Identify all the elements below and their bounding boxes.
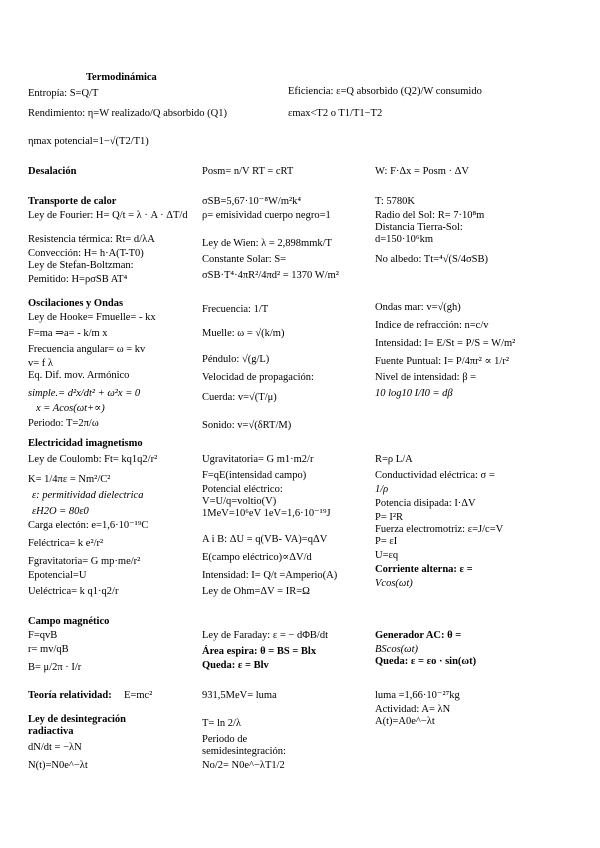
intensity-level-label: Nivel de intensidad: β = bbox=[375, 372, 477, 383]
posm-formula: Posm= n/V RT = cRT bbox=[202, 166, 294, 177]
refraction-index: Indice de refracción: n=c/v bbox=[375, 320, 489, 331]
conductivity-label: Conductividad eléctrica: σ = bbox=[375, 470, 495, 481]
queda-sin: Queda: ε = εo · sin(ωt) bbox=[375, 656, 477, 667]
emissivity-text: ρ= emisividad cuerpo negro=1 bbox=[202, 210, 331, 221]
period-formula: Periodo: T=2π/ω bbox=[28, 418, 99, 429]
ac-generator-label: Generador AC: θ = bbox=[375, 630, 462, 641]
emax-formula: εmax<T2 o T1/T1−T2 bbox=[288, 108, 383, 119]
sea-waves-formula: Ondas mar: v=√(gh) bbox=[375, 302, 461, 313]
section-title-decay: Ley de desintegración radiactiva bbox=[28, 714, 126, 737]
conductivity-eq: 1/ρ bbox=[375, 484, 389, 495]
section-title-elec: Electricidad imagnetismo bbox=[28, 438, 143, 449]
activity-time: A(t)=A0e^−λt bbox=[375, 716, 435, 727]
half-life-formula: T= ln 2/λ bbox=[202, 718, 242, 729]
period-label: Periodo de bbox=[202, 734, 248, 745]
coulomb-law: Ley de Coulomb: Ft= kq1q2/r² bbox=[28, 454, 158, 465]
activity-formula: Actividad: A= λN bbox=[375, 704, 451, 715]
harmonic-eq-label: Eq. Dif. mov. Armónico bbox=[28, 370, 130, 381]
voltage-formula: V=U/q=voltio(V) bbox=[202, 496, 277, 507]
section-title-osc: Oscilaciones y Ondas bbox=[28, 298, 124, 309]
solar-constant-value: σSB·T⁴·4πR²/4πd² = 1370 W/m² bbox=[202, 270, 339, 281]
harmonic-solution: x = Acos(ωt+∝) bbox=[36, 403, 105, 414]
section-title-mag: Campo magnético bbox=[28, 616, 110, 627]
wien-law: Ley de Wien: λ = 2,898mmk/T bbox=[202, 238, 332, 249]
potential-energy: Epotencial=U bbox=[28, 570, 87, 581]
point-source-formula: Fuente Puntual: I= P/4πr² ∝ 1/r² bbox=[375, 356, 509, 367]
no-albedo-formula: No albedo: Tt=⁴√(S/4σSB) bbox=[375, 254, 488, 265]
etamax-formula: ηmax potencial=1−√(T2/T1) bbox=[28, 136, 149, 147]
string-velocity: Cuerda: v=√(T/μ) bbox=[202, 392, 277, 403]
sound-velocity: Sonido: v=√(δRT/M) bbox=[202, 420, 292, 431]
half-life-label: semidesintegración: bbox=[202, 746, 286, 757]
alternating-current-label: Corriente alterna: ε = bbox=[375, 564, 473, 575]
convection-formula: Convección: H= h·A(T-T0) bbox=[28, 248, 144, 259]
lorentz-force: F=qvB bbox=[28, 630, 58, 641]
current-formula: Intensidad: I= Q/t =Amperio(A) bbox=[202, 570, 338, 581]
power-ei: P= εI bbox=[375, 536, 398, 547]
spring-formula: Muelle: ω = √(k/m) bbox=[202, 328, 285, 339]
section-title-desal: Desalación bbox=[28, 166, 77, 177]
dissipated-power: Potencia disipada: I·ΔV bbox=[375, 498, 476, 509]
section-title-heat: Transporte de calor bbox=[28, 196, 117, 207]
emc2-formula: E=mc² bbox=[124, 690, 153, 701]
sigma-constant: σSB=5,67·10⁻⁸W/m²k⁴ bbox=[202, 196, 302, 207]
harmonic-eq: simple.= d²x/dt² + ω²x = 0 bbox=[28, 388, 141, 399]
wave-velocity: v= f λ bbox=[28, 358, 54, 369]
gravitational-energy: Ugravitatoria= G m1·m2/r bbox=[202, 454, 314, 465]
intensity-level-eq: 10 log10 I/I0 = dβ bbox=[375, 388, 453, 399]
electric-field: E(campo eléctrico)∝ΔV/d bbox=[202, 552, 312, 563]
half-life-eq: No/2= N0e^−λT1/2 bbox=[202, 760, 285, 771]
mev-conversion: 1MeV=10⁶eV 1eV=1,6·10⁻¹⁹J bbox=[202, 508, 331, 519]
radius-formula: r= mv/qB bbox=[28, 644, 69, 655]
gravitational-force: Fgravitatoria= G mp·me/r² bbox=[28, 556, 141, 567]
water-permittivity: εH2O = 80ε0 bbox=[32, 506, 89, 517]
energy-eq: U=εq bbox=[375, 550, 399, 561]
ac-generator-eq: BScos(ωt) bbox=[375, 644, 418, 655]
loop-area: Área espira: θ = BS = Blx bbox=[202, 646, 317, 657]
thermal-resistance: Resistencia térmica: Rt= d/λA bbox=[28, 234, 155, 245]
faraday-law: Ley de Faraday: ε = − dΦB/dt bbox=[202, 630, 328, 641]
electric-potential-label: Potencial eléctrico: bbox=[202, 484, 283, 495]
queda-blv: Queda: ε = Blv bbox=[202, 660, 269, 671]
solar-constant-label: Constante Solar: S= bbox=[202, 254, 287, 265]
angular-frequency: Frecuencia angular= ω = kv bbox=[28, 344, 146, 355]
alternating-current-eq: Vcos(ωt) bbox=[375, 578, 413, 589]
work-formula: W: F·Δx = Posm · ΔV bbox=[375, 166, 469, 177]
intensity-formula: Intensidad: I= E/St = P/S = W/m² bbox=[375, 338, 516, 349]
section-title-relat: Teoría relatividad: bbox=[28, 690, 112, 701]
earth-sun-distance: Distancia Tierra-Sol: d=150·10⁶km bbox=[375, 222, 463, 245]
pendulum-formula: Péndulo: √(g/L) bbox=[202, 354, 270, 365]
decay-law: N(t)=N0e^−λt bbox=[28, 760, 88, 771]
potential-difference: A i B: ΔU = q(VB- VA)=qΔV bbox=[202, 534, 328, 545]
sun-radius: Radio del Sol: R= 7·10⁸m bbox=[375, 210, 485, 221]
hooke-law: Ley de Hooke= Fmuelle= - kx bbox=[28, 312, 156, 323]
propagation-velocity: Velocidad de propagación: bbox=[202, 372, 314, 383]
electric-energy: Ueléctrica= k q1·q2/r bbox=[28, 586, 119, 597]
rendimiento-formula: Rendimiento: η=W realizado/Q absorbido (Q1) bbox=[28, 108, 228, 119]
decay-rate: dN/dt = −λN bbox=[28, 742, 82, 753]
uma-kg: luma =1,66·10⁻²⁷kg bbox=[375, 690, 460, 701]
pemit-formula: Pemitido: H=ρσSB AT⁴ bbox=[28, 274, 128, 285]
electric-force: Feléctrica= k e²/r² bbox=[28, 538, 104, 549]
fma-formula: F=ma ⇒a= - k/m x bbox=[28, 328, 108, 339]
sun-temperature: T: 5780K bbox=[375, 196, 416, 207]
mev-uma: 931,5MeV= luma bbox=[202, 690, 277, 701]
entropy-formula: Entropía: S=Q/T bbox=[28, 88, 99, 99]
efficiency-formula: Eficiencia: ε=Q absorbido (Q2)/W consumido bbox=[288, 86, 482, 97]
permittivity-label: ε: permitividad dielectrica bbox=[32, 490, 144, 501]
fourier-formula: Ley de Fourier: H= Q/t = λ · A · ΔT/d bbox=[28, 210, 188, 221]
resistance-formula: R=ρ L/A bbox=[375, 454, 413, 465]
ohm-law: Ley de Ohm=ΔV = IR=Ω bbox=[202, 586, 310, 597]
magnetic-field-formula: B= μ/2π · I/r bbox=[28, 662, 82, 673]
emf-formula: Fuerza electromotriz: ε=J/c=V bbox=[375, 524, 504, 535]
section-title-thermo: Termodinámica bbox=[86, 72, 157, 83]
power-i2r: P= I²R bbox=[375, 512, 404, 523]
electron-charge: Carga electón: e=1,6·10⁻¹⁹C bbox=[28, 520, 149, 531]
k-constant: K= 1/4πε = Nm²/C² bbox=[28, 474, 111, 485]
frequency-formula: Frecuencia: 1/T bbox=[202, 304, 269, 315]
stefan-boltzman-label: Ley de Stefan-Boltzman: bbox=[28, 260, 134, 271]
fqe-formula: F=qE(intensidad campo) bbox=[202, 470, 307, 481]
